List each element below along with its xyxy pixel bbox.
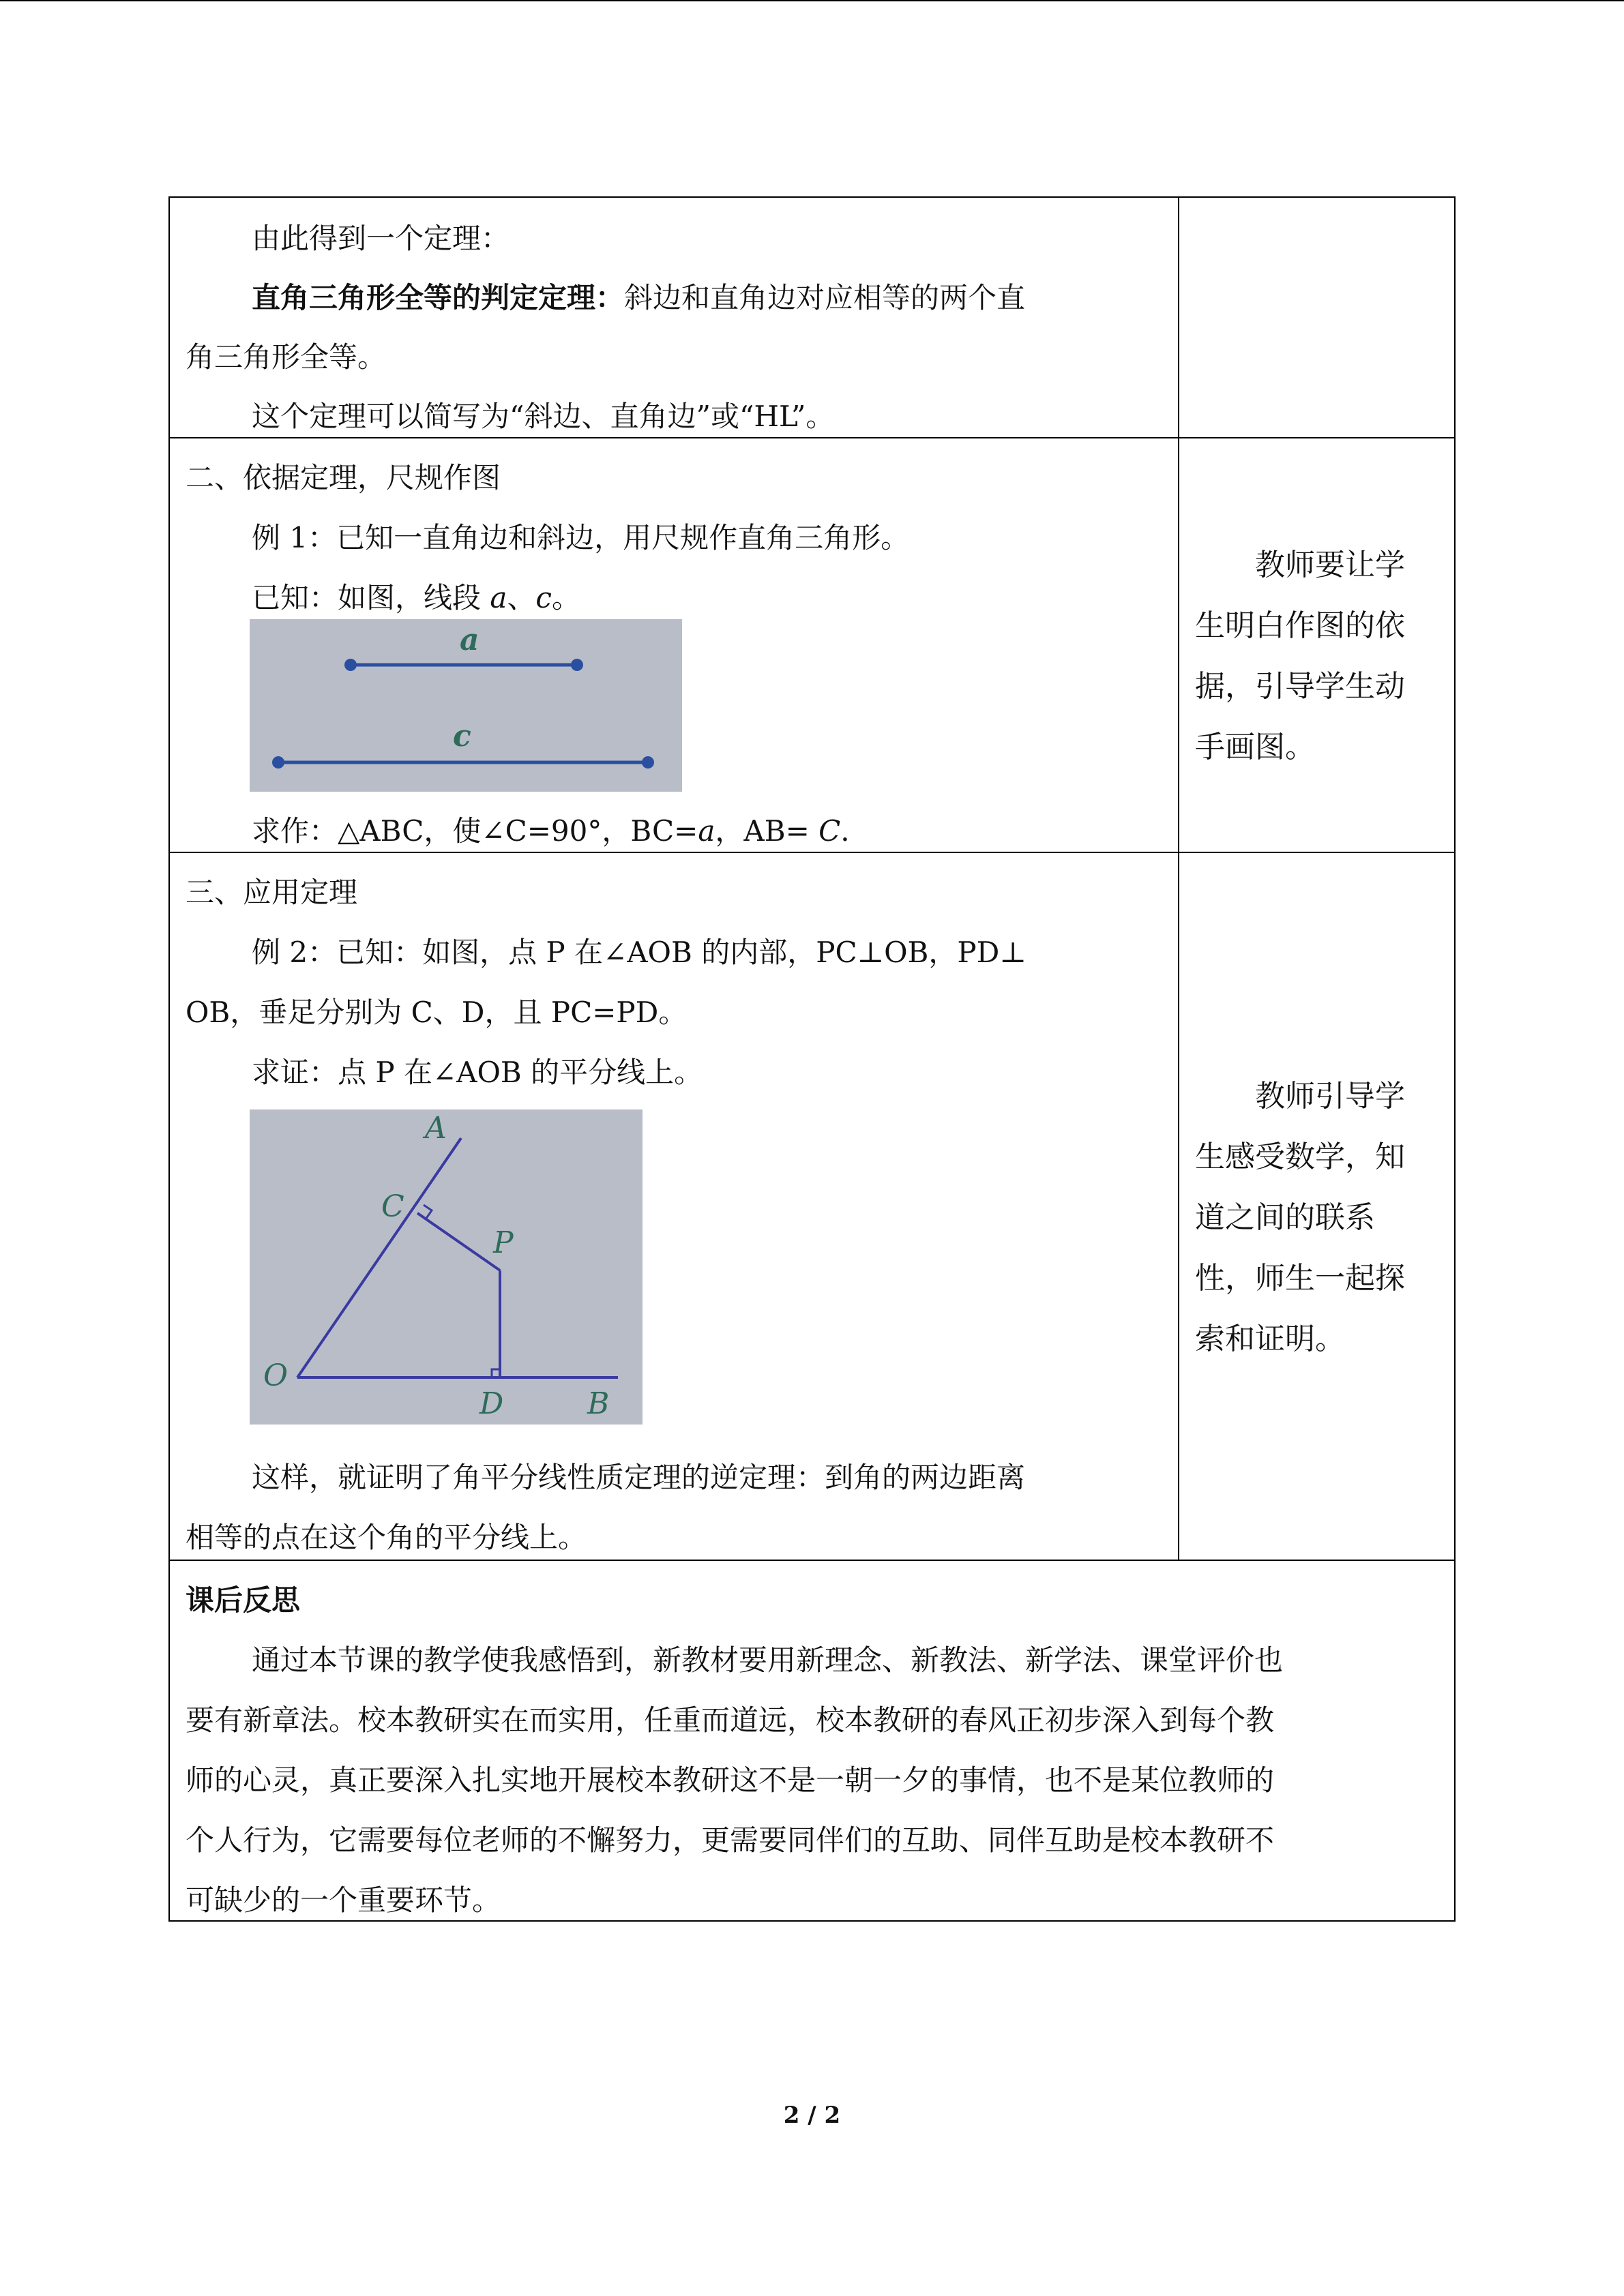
section2-heading: 二、依据定理，尺规作图 bbox=[186, 461, 501, 494]
given-seg-c: c bbox=[535, 581, 552, 614]
example2-text-b: OB，垂足分别为 C、D，且 PC=PD。 bbox=[186, 996, 688, 1029]
segments-figure bbox=[250, 619, 682, 792]
given-prefix: 已知：如图，线段 bbox=[252, 581, 490, 614]
note2-line-4: 手画图。 bbox=[1195, 730, 1315, 764]
example2-text-a: 例 2：已知：如图，点 P 在∠AOB 的内部，PC⊥OB，PD⊥ bbox=[252, 936, 1027, 969]
row-divider-2 bbox=[168, 852, 1456, 853]
reflection-line-4: 个人行为，它需要每位老师的不懈努力，更需要同伴们的互助、同伴互助是校本教研不 bbox=[186, 1823, 1275, 1857]
theorem-intro: 由此得到一个定理： bbox=[252, 222, 510, 255]
reflection-line-1: 通过本节课的教学使我感悟到，新教材要用新理念、新教法、新学法、课堂评价也 bbox=[252, 1643, 1284, 1677]
segment-c-end bbox=[642, 756, 654, 769]
top-border-line bbox=[0, 0, 1624, 1]
ray-OA bbox=[297, 1138, 461, 1377]
given-text bbox=[252, 578, 580, 618]
conclusion-text-b: 相等的点在这个角的平分线上。 bbox=[186, 1521, 587, 1554]
segment-PC bbox=[417, 1213, 500, 1270]
reflection-line-5: 可缺少的一个重要环节。 bbox=[186, 1883, 501, 1917]
reflection-heading: 课后反思 bbox=[186, 1583, 301, 1617]
conclusion-text-a: 这样，就证明了角平分线性质定理的逆定理：到角的两边距离 bbox=[252, 1461, 1026, 1494]
example1-text: 例 1：已知一直角边和斜边，用尺规作直角三角形。 bbox=[252, 521, 910, 554]
note3-line-4: 性，师生一起探 bbox=[1195, 1261, 1405, 1296]
note3-line-2: 生感受数学，知 bbox=[1195, 1139, 1405, 1174]
construct-text bbox=[252, 811, 850, 852]
label-D: D bbox=[479, 1386, 504, 1421]
label-P: P bbox=[493, 1225, 514, 1260]
segment-a-end bbox=[571, 659, 583, 671]
angle-bisector-figure bbox=[250, 1109, 643, 1425]
section2-teacher-note bbox=[1195, 535, 1441, 777]
theorem-abbreviation: 这个定理可以简写为“斜边、直角边”或“HL”。 bbox=[252, 400, 835, 433]
construct-end: . bbox=[840, 814, 850, 848]
reflection-line-3: 师的心灵，真正要深入扎实地开展校本教研这不是一朝一夕的事情，也不是某位教师的 bbox=[186, 1763, 1275, 1797]
segment-c-start bbox=[272, 756, 284, 769]
section3-teacher-note bbox=[1195, 1066, 1441, 1369]
label-O: O bbox=[263, 1358, 289, 1393]
construct-mid: ，AB= bbox=[715, 814, 819, 848]
row-divider-1 bbox=[168, 437, 1456, 438]
prove-text: 求证：点 P 在∠AOB 的平分线上。 bbox=[252, 1056, 703, 1089]
page-number: 2 / 2 bbox=[783, 2102, 841, 2129]
note2-line-2: 生明白作图的依 bbox=[1195, 608, 1405, 643]
segment-a-start bbox=[344, 659, 357, 671]
reflection-line-2: 要有新章法。校本教研实在而实用，任重而道远，校本教研的春风正初步深入到每个教 bbox=[186, 1703, 1275, 1737]
segment-a-label: a bbox=[460, 623, 479, 657]
given-end: 。 bbox=[551, 581, 580, 614]
label-A: A bbox=[425, 1111, 447, 1146]
note3-line-3: 道之间的联系 bbox=[1195, 1200, 1375, 1235]
segment-c-label: c bbox=[453, 719, 471, 754]
note3-line-5: 索和证明。 bbox=[1195, 1322, 1345, 1356]
label-C: C bbox=[381, 1189, 404, 1224]
label-B: B bbox=[587, 1386, 610, 1421]
theorem-statement bbox=[252, 278, 1025, 318]
note3-line-1: 教师引导学 bbox=[1195, 1079, 1405, 1114]
construct-prefix: 求作：△ABC，使∠C=90°，BC= bbox=[252, 814, 698, 848]
note2-line-1: 教师要让学 bbox=[1195, 548, 1405, 582]
construct-c: C bbox=[818, 814, 841, 848]
given-sep: 、 bbox=[507, 581, 536, 614]
given-seg-a: a bbox=[490, 581, 507, 614]
theorem-text-b: 角三角形全等。 bbox=[186, 340, 387, 374]
note2-line-3: 据，引导学生动 bbox=[1195, 669, 1405, 704]
theorem-label: 直角三角形全等的判定定理： bbox=[252, 281, 625, 314]
column-divider bbox=[1178, 196, 1179, 1560]
section3-heading: 三、应用定理 bbox=[186, 876, 358, 909]
theorem-text-a: 斜边和直角边对应相等的两个直 bbox=[624, 281, 1026, 314]
construct-a: a bbox=[698, 814, 715, 848]
row-divider-3 bbox=[168, 1560, 1456, 1561]
